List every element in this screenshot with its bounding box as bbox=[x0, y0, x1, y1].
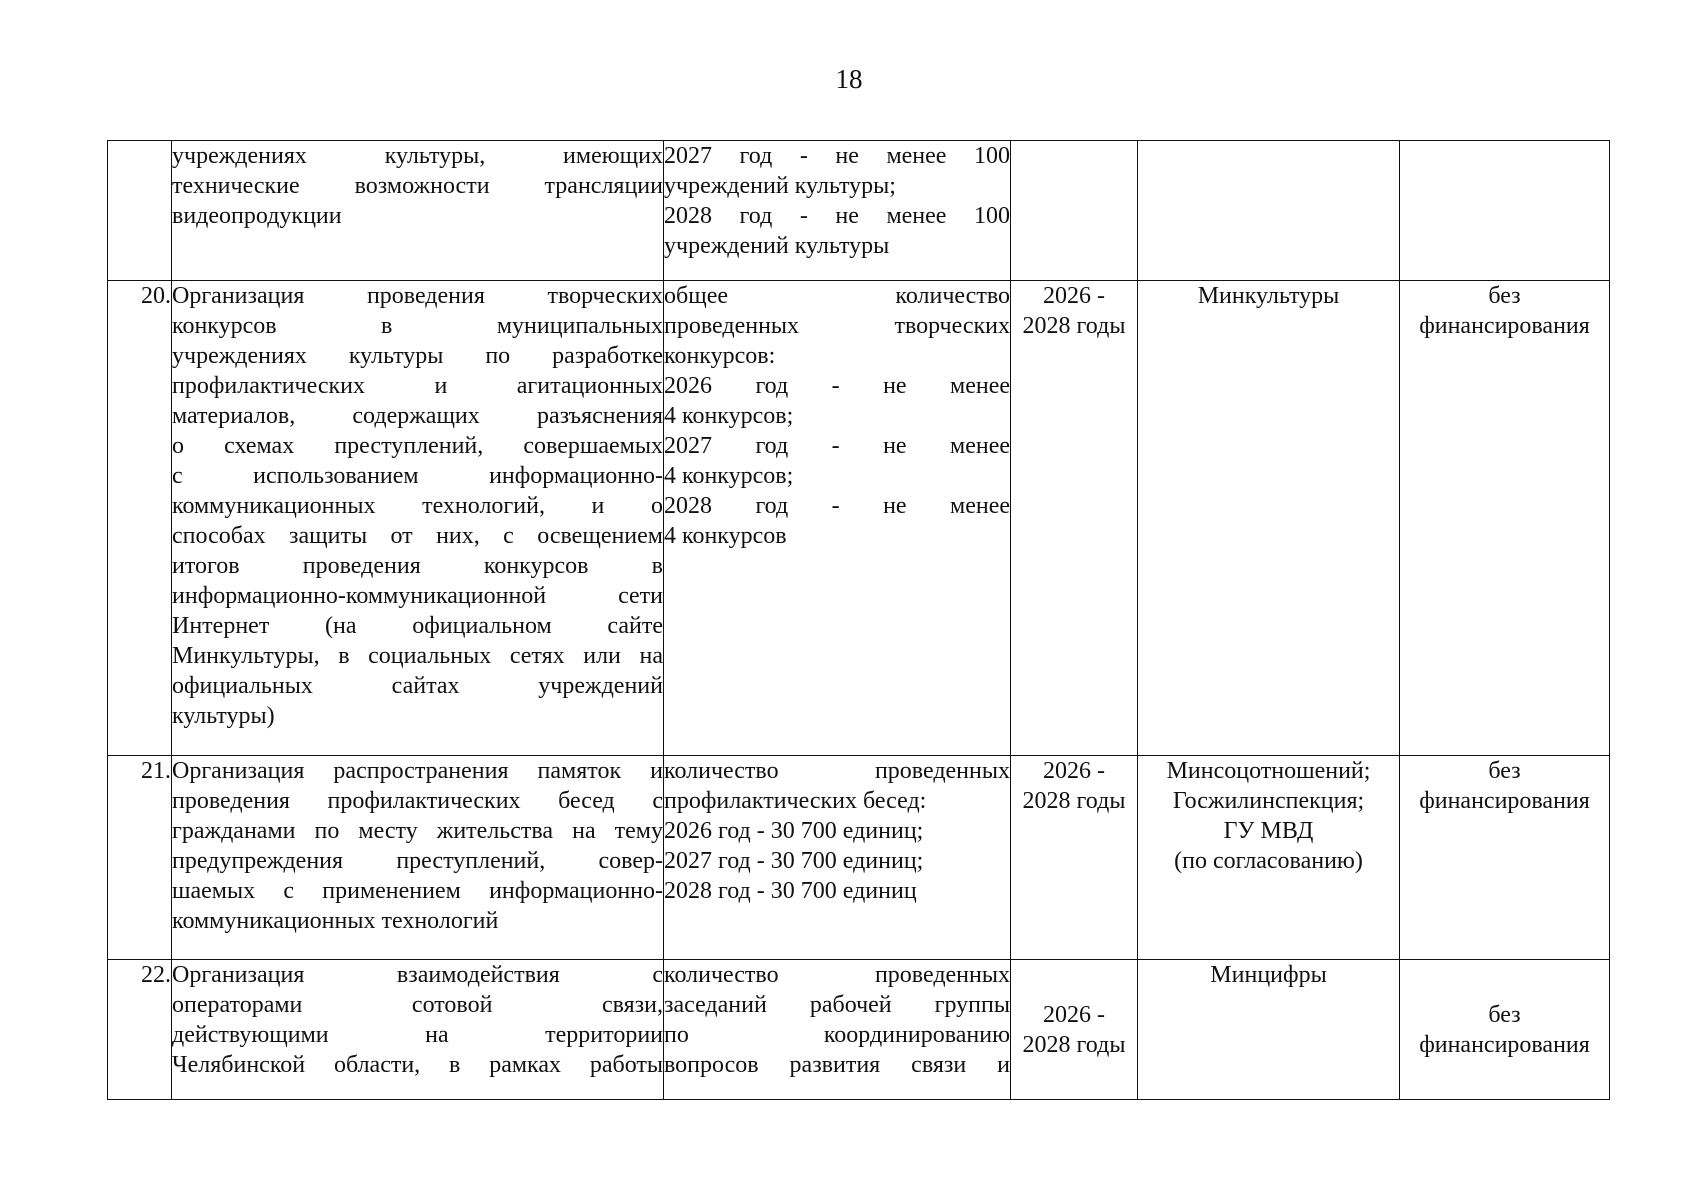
indicator-line: количество проведенных bbox=[664, 962, 1010, 988]
financing-line: финансирования bbox=[1419, 1032, 1590, 1058]
row-number: 20. bbox=[108, 281, 172, 756]
description-line: Организация взаимодействия с bbox=[172, 962, 663, 988]
term-line: 2026 - bbox=[1043, 758, 1105, 784]
indicator-line: 2027 год - не менее bbox=[664, 433, 1010, 459]
executor-line: Минсоцотношений; bbox=[1166, 758, 1371, 784]
financing-line: без bbox=[1488, 758, 1521, 784]
description-line: о схемах преступлений, совершаемых bbox=[172, 433, 663, 459]
description-line: официальных сайтах учреждений bbox=[172, 673, 663, 699]
executor-line: Минцифры bbox=[1210, 962, 1327, 988]
term-cell bbox=[1011, 756, 1138, 960]
row-number: 21. bbox=[108, 756, 172, 960]
description-line: операторами сотовой связи, bbox=[172, 992, 663, 1018]
description-line: шаемых с применением информационно- bbox=[172, 878, 663, 904]
description-line: учреждениях культуры, имеющих bbox=[172, 143, 663, 169]
indicator-line: заседаний рабочей группы bbox=[664, 992, 1010, 1018]
financing-cell bbox=[1400, 756, 1610, 960]
indicator-line: 4 конкурсов; bbox=[664, 403, 794, 429]
indicator-line: конкурсов: bbox=[664, 343, 776, 369]
description-line: способах защиты от них, с освещением bbox=[172, 523, 663, 549]
description-line: с использованием информационно- bbox=[172, 463, 663, 489]
term-cell bbox=[1011, 141, 1138, 281]
row-number: 22. bbox=[108, 960, 172, 1100]
indicator-line: общее количество bbox=[664, 283, 1010, 309]
measure-description bbox=[172, 141, 664, 281]
indicator-line: 4 конкурсов; bbox=[664, 463, 794, 489]
description-line: конкурсов в муниципальных bbox=[172, 313, 663, 339]
table-row bbox=[108, 281, 1610, 756]
row-number bbox=[108, 141, 172, 281]
term-line: 2028 годы bbox=[1022, 313, 1126, 339]
term-line: 2026 - bbox=[1043, 1002, 1105, 1028]
financing-line: без bbox=[1488, 1002, 1521, 1028]
term-cell bbox=[1011, 960, 1138, 1100]
description-line: Минкультуры, в социальных сетях или на bbox=[172, 643, 663, 669]
indicator-line: по координированию bbox=[664, 1022, 1010, 1048]
indicator-line: 2028 год - не менее 100 bbox=[664, 203, 1010, 229]
description-line: предупреждения преступлений, совер- bbox=[172, 848, 663, 874]
description-line: Организация распространения памяток и bbox=[172, 758, 663, 784]
description-line: итогов проведения конкурсов в bbox=[172, 553, 663, 579]
description-line: информационно-коммуникационной сети bbox=[172, 583, 663, 609]
executor-cell bbox=[1138, 281, 1400, 756]
measures-table bbox=[107, 140, 1610, 1100]
indicator-line: учреждений культуры; bbox=[664, 173, 896, 199]
indicator-cell bbox=[664, 960, 1011, 1100]
table-row bbox=[108, 756, 1610, 960]
indicator-line: профилактических бесед: bbox=[664, 788, 927, 814]
description-line: Челябинской области, в рамках работы bbox=[172, 1052, 663, 1078]
indicator-line: количество проведенных bbox=[664, 758, 1010, 784]
table-row bbox=[108, 141, 1610, 281]
description-line: материалов, содержащих разъяснения bbox=[172, 403, 663, 429]
measure-description bbox=[172, 960, 664, 1100]
description-line: действующими на территории bbox=[172, 1022, 663, 1048]
indicator-cell bbox=[664, 281, 1011, 756]
financing-cell bbox=[1400, 960, 1610, 1100]
description-line: проведения профилактических бесед с bbox=[172, 788, 663, 814]
financing-line: финансирования bbox=[1419, 313, 1590, 339]
indicator-line: 2027 год - не менее 100 bbox=[664, 143, 1010, 169]
indicator-line: проведенных творческих bbox=[664, 313, 1010, 339]
financing-cell bbox=[1400, 281, 1610, 756]
financing-line: финансирования bbox=[1419, 788, 1590, 814]
description-line: культуры) bbox=[172, 703, 275, 729]
financing-line: без bbox=[1488, 283, 1521, 309]
indicator-line: 2026 год - не менее bbox=[664, 373, 1010, 399]
description-line: гражданами по месту жительства на тему bbox=[172, 818, 663, 844]
description-line: Интернет (на официальном сайте bbox=[172, 613, 663, 639]
term-line: 2028 годы bbox=[1022, 788, 1126, 814]
indicator-line: 2026 год - 30 700 единиц; bbox=[664, 818, 924, 844]
executor-line: Госжилинспекция; bbox=[1172, 788, 1365, 814]
indicator-line: учреждений культуры bbox=[664, 233, 890, 259]
financing-cell bbox=[1400, 141, 1610, 281]
executor-cell bbox=[1138, 960, 1400, 1100]
table-row bbox=[108, 960, 1610, 1100]
term-line: 2026 - bbox=[1043, 283, 1105, 309]
executor-line: (по согласованию) bbox=[1174, 848, 1363, 874]
description-line: технические возможности трансляции bbox=[172, 173, 663, 199]
term-line: 2028 годы bbox=[1022, 1032, 1126, 1058]
description-line: учреждениях культуры по разработке bbox=[172, 343, 663, 369]
page-number: 18 bbox=[835, 64, 863, 94]
indicator-cell bbox=[664, 141, 1011, 281]
executor-cell bbox=[1138, 756, 1400, 960]
description-line: профилактических и агитационных bbox=[172, 373, 663, 399]
indicator-line: 2027 год - 30 700 единиц; bbox=[664, 848, 924, 874]
indicator-line: 2028 год - 30 700 единиц bbox=[664, 878, 917, 904]
description-line: видеопродукции bbox=[172, 203, 342, 229]
indicator-line: 4 конкурсов bbox=[664, 523, 787, 549]
indicator-line: вопросов развития связи и bbox=[664, 1052, 1010, 1078]
executor-line: Минкультуры bbox=[1197, 283, 1340, 309]
description-line: коммуникационных технологий bbox=[172, 908, 499, 934]
indicator-line: 2028 год - не менее bbox=[664, 493, 1010, 519]
executor-cell bbox=[1138, 141, 1400, 281]
indicator-cell bbox=[664, 756, 1011, 960]
executor-line: ГУ МВД bbox=[1223, 818, 1314, 844]
description-line: Организация проведения творческих bbox=[172, 283, 663, 309]
term-cell bbox=[1011, 281, 1138, 756]
measure-description bbox=[172, 756, 664, 960]
measure-description bbox=[172, 281, 664, 756]
description-line: коммуникационных технологий, и о bbox=[172, 493, 663, 519]
